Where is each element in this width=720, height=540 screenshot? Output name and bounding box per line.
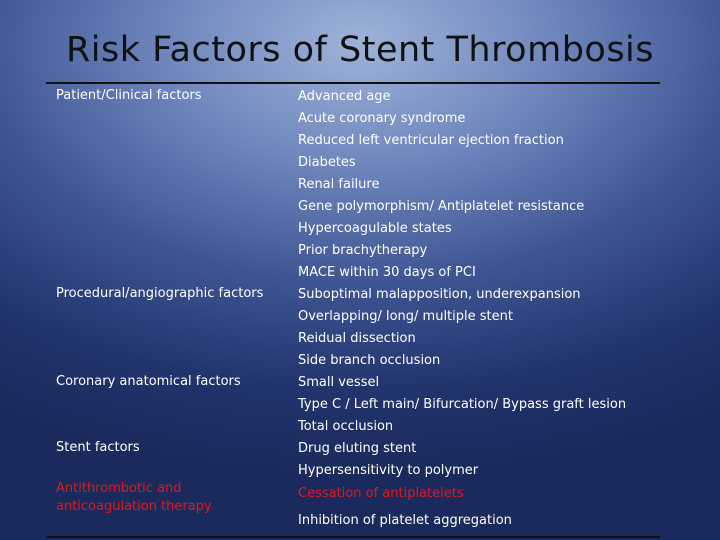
factor-item: Total occlusion [298, 419, 394, 434]
factor-item: Gene polymorphism/ Antiplatelet resistance [298, 199, 585, 214]
category-label: Stent factors [56, 440, 140, 455]
factor-item: Diabetes [298, 155, 356, 170]
factor-item: Reduced left ventricular ejection fraction [298, 133, 564, 148]
factor-list [298, 284, 658, 372]
factor-list [298, 372, 658, 438]
category-label-highlighted: Antithrombotic and anticoagulation therapy [56, 481, 212, 514]
factor-list [298, 438, 658, 482]
factor-list [298, 480, 658, 534]
table-top-rule [46, 82, 660, 84]
factor-list [298, 86, 658, 284]
factor-item: Prior brachytherapy [298, 243, 428, 258]
factor-item: Drug eluting stent [298, 441, 417, 456]
factor-item: Overlapping/ long/ multiple stent [298, 309, 513, 324]
factor-item: Advanced age [298, 89, 391, 104]
factor-item: Renal failure [298, 177, 380, 192]
factor-item-highlighted: Cessation of antiplatelets [298, 486, 464, 501]
table-bottom-rule [46, 536, 660, 538]
category-label: Coronary anatomical factors [56, 374, 241, 389]
factor-item: Suboptimal malapposition, underexpansion [298, 287, 581, 302]
slide-title: Risk Factors of Stent Thrombosis [65, 30, 655, 70]
factor-item: Hypersensitivity to polymer [298, 463, 479, 478]
factor-item: Inhibition of platelet aggregation [298, 513, 512, 528]
category-label: Procedural/angiographic factors [56, 286, 264, 301]
factor-item: Small vessel [298, 375, 380, 390]
factor-item: Side branch occlusion [298, 353, 441, 368]
factor-item: Acute coronary syndrome [298, 111, 466, 126]
factor-item: Type C / Left main/ Bifurcation/ Bypass graft lesion [298, 397, 627, 412]
factor-item: Hypercoagulable states [298, 221, 452, 236]
category-label: Patient/Clinical factors [56, 88, 202, 103]
factor-item: Reidual dissection [298, 331, 416, 346]
factor-item: MACE within 30 days of PCI [298, 265, 476, 280]
